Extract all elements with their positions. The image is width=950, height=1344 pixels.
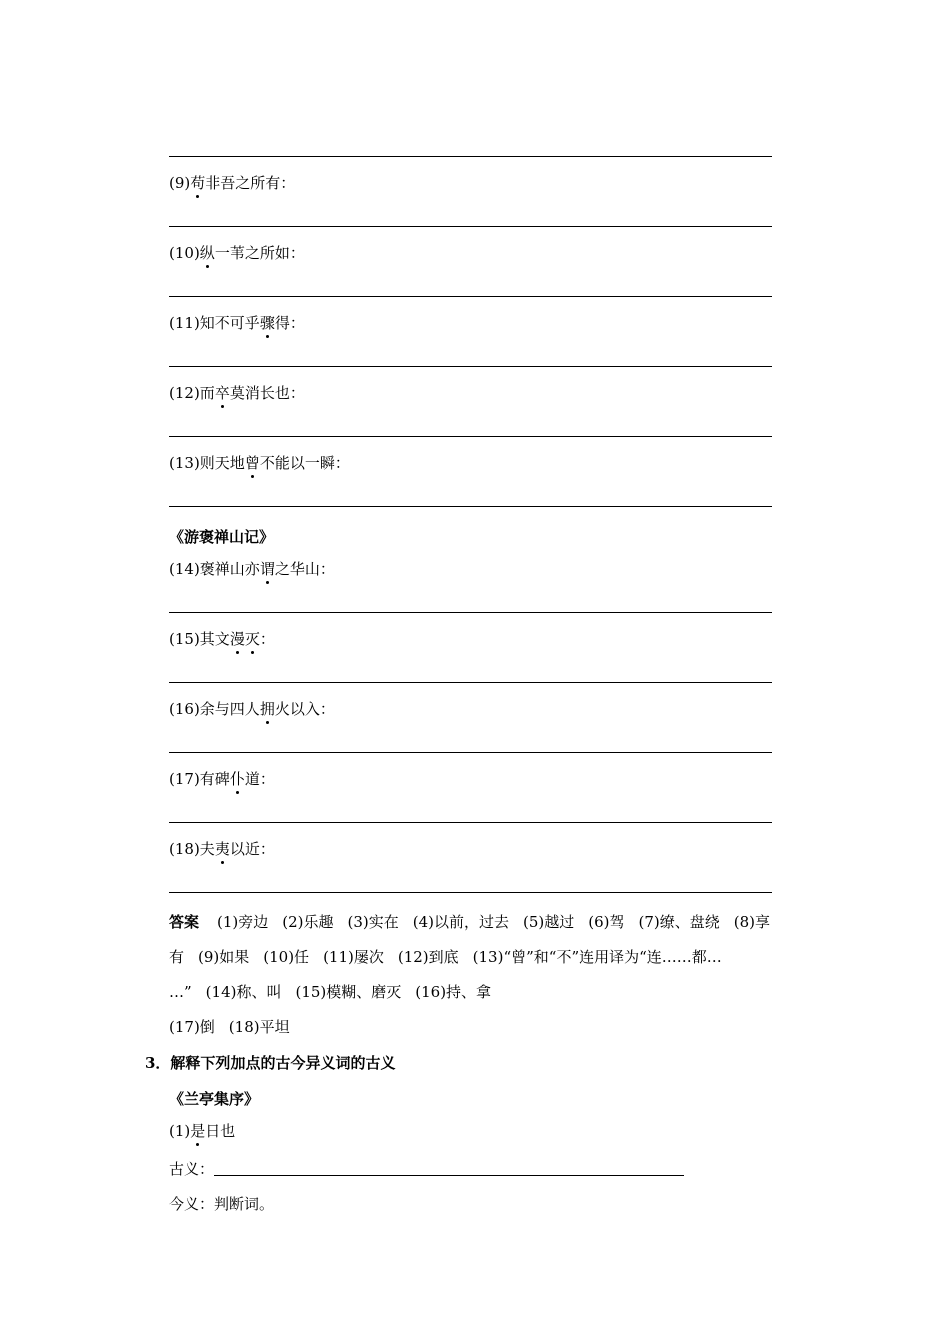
ancient-meaning-label: 古义：: [169, 1160, 215, 1178]
item-text: ：: [259, 630, 275, 648]
item-text: 褒禅山亦: [199, 560, 260, 578]
item-text: 火以入：: [274, 700, 335, 718]
item-number: (18): [169, 840, 200, 858]
question-item: [169, 629, 275, 649]
question-item: [169, 699, 335, 719]
answer-line: [169, 612, 772, 613]
dotted-char: 是: [190, 1122, 206, 1140]
item-number: (15): [169, 630, 200, 648]
dotted-char: 苟: [190, 174, 206, 192]
dotted-char: 曾: [244, 454, 260, 472]
answer-label: 答案: [169, 913, 200, 931]
answer-line: [169, 822, 772, 823]
item-number: (13): [169, 454, 200, 472]
modern-meaning: 今义：判断词。: [169, 1195, 275, 1213]
item-text: 不能以一瞬：: [259, 454, 350, 472]
dotted-char: 灭: [244, 630, 260, 648]
answer-line-3: …” (14)称、叫 (15)模糊、磨灭 (16)持、拿: [169, 983, 492, 1001]
item-text: 夫: [199, 840, 215, 858]
item-text: 有碑: [199, 770, 230, 788]
item-text: 之华山：: [274, 560, 335, 578]
answer-line: [169, 436, 772, 437]
dotted-char: 谓: [259, 560, 275, 578]
answer-line: [169, 296, 772, 297]
dotted-char: 纵: [199, 244, 215, 262]
answer-line-2: 有 (9)如果 (10)任 (11)屡次 (12)到底 (13)“曾”和“不”连用译为“连……都…: [169, 948, 722, 966]
item-text: 知不可乎: [199, 314, 260, 332]
question-item: [169, 453, 350, 473]
item-number: (16): [169, 700, 200, 718]
item-text: 以近：: [229, 840, 275, 858]
answer-line: [169, 506, 772, 507]
item-text: 道：: [244, 770, 275, 788]
answer-line: [169, 752, 772, 753]
item-number: (9): [169, 174, 191, 192]
question-heading: 3．解释下列加点的古今异义词的古义: [145, 1054, 396, 1072]
item-number: (10): [169, 244, 200, 262]
dotted-char: 夷: [214, 840, 230, 858]
dotted-char: 漫: [229, 630, 245, 648]
question-item: [169, 313, 305, 333]
dotted-char: 仆: [229, 770, 245, 788]
answer-line: [169, 156, 772, 157]
item-number: (1): [169, 1122, 191, 1140]
item-number: (17): [169, 770, 200, 788]
question-item: [169, 173, 295, 193]
item-text: 则天地: [199, 454, 245, 472]
item-text: 得：: [274, 314, 305, 332]
item-text: 而: [199, 384, 215, 402]
ancient-meaning-row: [169, 1159, 684, 1179]
section-title: 《兰亭集序》: [169, 1090, 260, 1108]
item-text: 莫消长也：: [229, 384, 305, 402]
dotted-char: 拥: [259, 700, 275, 718]
question-item: [169, 839, 275, 859]
question-item: [169, 559, 335, 579]
answer-line: [169, 226, 772, 227]
answer-line: [169, 892, 772, 893]
dotted-char: 骤: [259, 314, 275, 332]
question-item: [169, 383, 305, 403]
answer-line-4: (17)倒 (18)平坦: [169, 1018, 290, 1036]
ancient-meaning-blank[interactable]: [214, 1159, 684, 1176]
answer-block: [169, 905, 809, 1045]
item-text: 日也: [205, 1122, 236, 1140]
question-item: [169, 243, 305, 263]
item-text: 一苇之所如：: [214, 244, 305, 262]
item-text: 余与四人: [199, 700, 260, 718]
item-number: (11): [169, 314, 200, 332]
answer-line-1: 答案 (1)旁边 (2)乐趣 (3)实在 (4)以前，过去 (5)越过 (6)驾 (7)缭、盘绕 (8)享: [169, 913, 771, 931]
dotted-char: 卒: [214, 384, 230, 402]
answer-line: [169, 682, 772, 683]
item-number: (12): [169, 384, 200, 402]
item-number: (14): [169, 560, 200, 578]
question-item: [169, 769, 275, 789]
section-title: 《游褒禅山记》: [169, 528, 275, 546]
item-text: 其文: [199, 630, 230, 648]
question-item: [169, 1121, 235, 1141]
answer-line: [169, 366, 772, 367]
item-text: 非吾之所有：: [205, 174, 296, 192]
